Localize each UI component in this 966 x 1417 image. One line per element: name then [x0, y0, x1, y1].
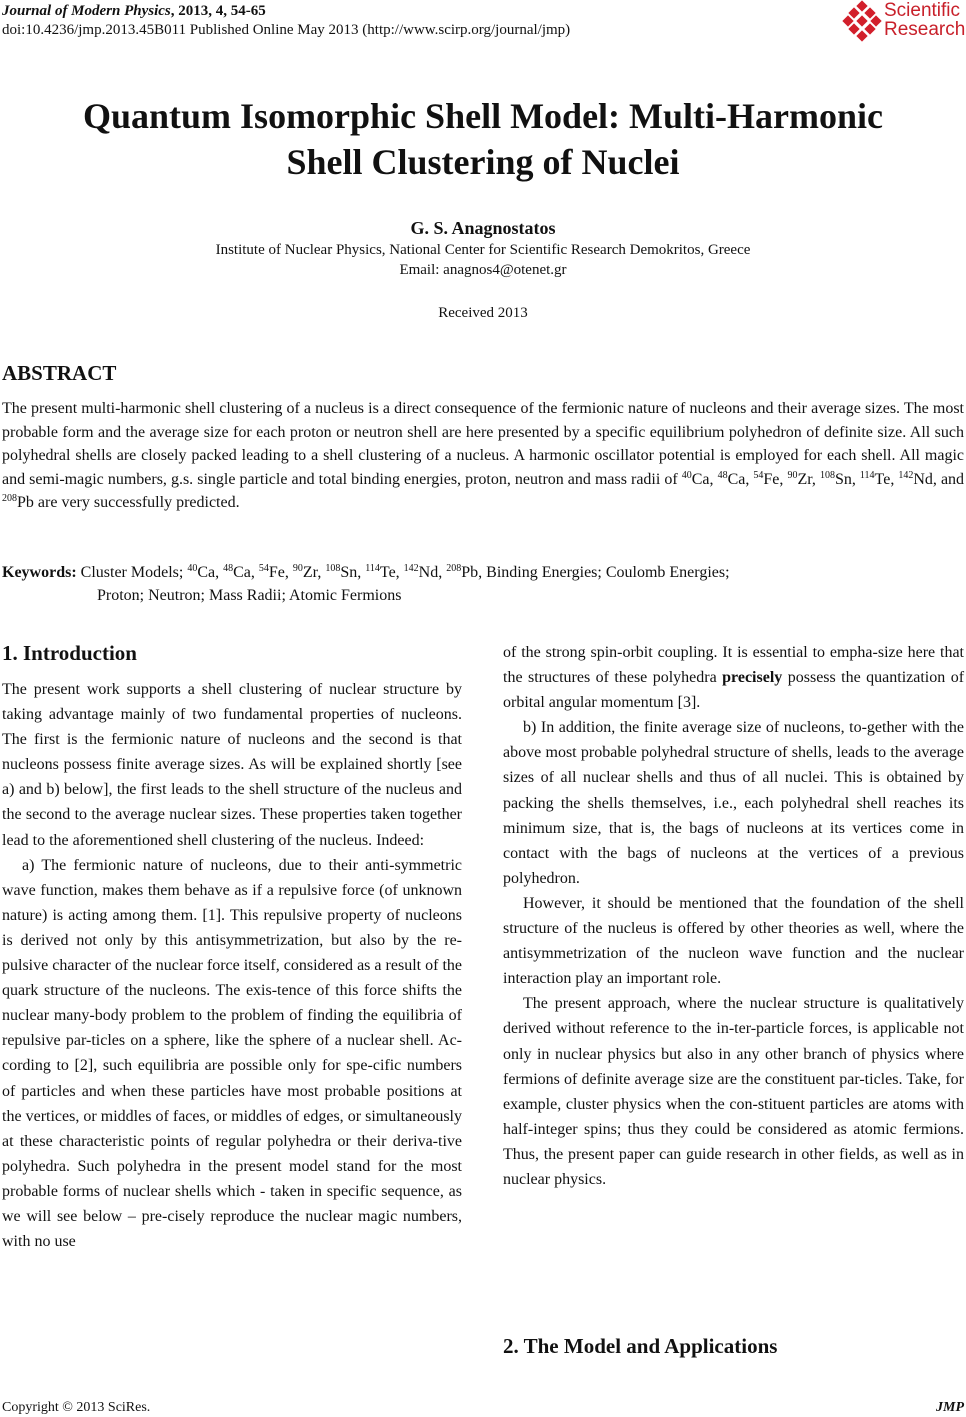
nuclide-40ca: $^{40}$Ca: [681, 469, 710, 488]
received-date: Received 2013: [438, 305, 528, 321]
email: Email: anagnos4@otenet.gr: [399, 262, 567, 278]
nuclide-142nd: $^{142}$Nd: [403, 563, 439, 581]
nuclide-208pb: $^{208}$Pb: [2, 493, 34, 511]
abstract-text: The present multi-harmonic shell clustering of a nucleus is a direct consequence of the fermionic nature of nucleons and their average sizes. The most probable form and the average size for each proton or neutron shell are here presented by a specific equilibrium polyhedron of definite size. All such polyhedral shells are closely packed leading to a shell clustering of a nucleus. A harmonic oscillator potential is employed for each shell. All magic and semi-magic numbers, g.s. single particle and total binding energies, proton, neutron and mass radii of $^{40}$Ca, $^{48}$Ca, $^{54}$Fe, $^{90}$Zr, $^{108}$Sn, $^{114}$Te, $^{142}$Nd, and $^{208}$Pb are very successfully predicted.: [2, 400, 965, 511]
keyword-nuclides: $^{40}$Ca, $^{48}$Ca, $^{54}$Fe, $^{90}$Zr, $^{108}$Sn, $^{114}$Te, $^{142}$Nd, $^{208}$Pb,: [187, 563, 483, 581]
abstract-heading: ABSTRACT: [2, 361, 117, 385]
emphasis-precisely: precisely: [722, 669, 783, 687]
nuclide-208pb: $^{208}$Pb: [446, 563, 479, 581]
paragraph: b) In addition, the finite average size of nucleons, to-gether with the above most probable polyhedral structure of shells, leads to the average sizes of all nuclear shells and thus of all nuclei. This is obtained by packing the shells themselves, i.e., each polyhedral shell reaches its minimum size, that is, the bags of nucleons at its vertices come in contact with the bags of nucleons at the vertices of a previous polyhedron.: [503, 719, 964, 887]
keywords-line2: Proton; Neutron; Mass Radii; Atomic Fermions: [97, 587, 402, 604]
paper-title: Quantum Isomorphic Shell Model: Multi-Harmonic Shell Clustering of Nuclei: [83, 96, 883, 182]
nuclide-40ca: $^{40}$Ca: [187, 563, 216, 581]
author: G. S. Anagnostatos: [410, 218, 556, 238]
right-column: [503, 640, 964, 1192]
publisher-logo: [844, 0, 964, 42]
nuclide-114te: $^{114}$Te: [365, 563, 396, 581]
paragraph: However, it should be mentioned that the foundation of the shell structure of the nucleus is offered by other theories as well, where the antisymmetrization of the nucleon wave function and the nuclear interaction play an important role.: [503, 894, 964, 988]
journal-name: Journal of Modern Physics: [2, 3, 171, 19]
doi-line: doi:10.4236/jmp.2013.45B011 Published Online May 2013 (http://www.scirp.org/journal/jmp): [2, 22, 571, 38]
affiliation: Institute of Nuclear Physics, National Center for Scientific Research Demokritos, Greece Email: anagnos4@otenet.gr: [0, 240, 966, 280]
keywords-label: Keywords:: [2, 564, 77, 581]
nuclide-54fe: $^{54}$Fe: [753, 469, 780, 488]
footer-copyright: Copyright © 2013 SciRes.: [2, 1400, 151, 1415]
paragraph: a) The fermionic nature of nucleons, due to their anti-symmetric wave function, makes them behave as if a repulsive force (of unknown nature) is acting among them. [1]. This repulsive property of nucleons is derived not only by this antisymmetrization, but also by the re-pulsive character of the nuclear force itself, considered as a result of the quark structure of the nucleons. The exis-tence of this force shifts the nuclear many-body problem to the problem of finding the equilibria of repulsive par-ticles on a sphere, like the sphere of a nuclear shell. Ac-cording to [2], such equilibria are possible only for spe-cific numbers of particles and when these particles have most probable positions at the vertices, or middles of faces, or middles of edges, or simultaneously at these characteristic points of regular polyhedra or their deriva-tive polyhedra. Such polyhedra in the present model stand for the most probable forms of nuclear shells which - taken in specific sequence, as we will see below – pre-cisely reproduce the nuclear magic numbers, with no use: [2, 856, 462, 1251]
section-heading-introduction: 1. Introduction: [2, 641, 137, 665]
logo-text: Scientific Research: [884, 0, 966, 40]
nuclide-90zr: $^{90}$Zr: [292, 563, 318, 581]
left-column: [2, 677, 462, 1254]
nuclide-list: $^{40}$Ca, $^{48}$Ca, $^{54}$Fe, $^{90}$Zr, $^{108}$Sn, $^{114}$Te, $^{142}$Nd, and $^{208}$Pb: [2, 469, 965, 511]
journal-header: [2, 2, 266, 21]
nuclide-108sn: $^{108}$Sn: [325, 563, 358, 581]
journal-volume: , 2013, 4, 54-65: [170, 3, 266, 19]
nuclide-90zr: $^{90}$Zr: [787, 469, 812, 488]
footer-journal: JMP: [936, 1400, 964, 1415]
nuclide-48ca: $^{48}$Ca: [223, 563, 251, 581]
nuclide-54fe: $^{54}$Fe: [258, 563, 285, 581]
logo-mark-icon: [844, 2, 880, 40]
paragraph: of the strong spin-orbit coupling. It is essential to empha-size here that the structures of these polyhedra precisely possess the quantization of orbital angular momentum [3].: [503, 644, 965, 712]
section-heading-model: 2. The Model and Applications: [503, 1334, 778, 1358]
keywords: Keywords: Cluster Models; $^{40}$Ca, $^{48}$Ca, $^{54}$Fe, $^{90}$Zr, $^{108}$Sn, $^{114}$Te, $^{142}$Nd, $^{208}$Pb, Binding Energies; Coulomb Energies;: [2, 563, 730, 581]
nuclide-114te: $^{114}$Te: [859, 469, 891, 488]
nuclide-142nd: $^{142}$Nd: [898, 469, 933, 488]
nuclide-48ca: $^{48}$Ca: [717, 469, 746, 488]
paragraph: The present approach, where the nuclear structure is qualitatively derived without reference to the in-ter-particle forces, is applicable not only in nuclear physics but also in any other branch of physics where fermions of definite average size are the constituent par-ticles. Take, for example, cluster physics when the con-stituent particles are atoms with half-integer spins; thus they could be considered as atomic fermions. Thus, the present paper can guide research in other fields, as well as in nuclear physics.: [503, 995, 964, 1188]
nuclide-108sn: $^{108}$Sn: [819, 469, 852, 488]
paragraph: The present work supports a shell clustering of nuclear structure by taking advantage mainly of two fundamental properties of nucleons. The first is the fermionic nature of nucleons and the second is that nucleons possess finite average sizes. As will be explained shortly [see a) and b) below], the first leads to the shell structure of the nucleus and the second to the average nuclear sizes. These properties taken together lead to the aforementioned shell clustering of the nucleus. Indeed:: [2, 681, 462, 849]
